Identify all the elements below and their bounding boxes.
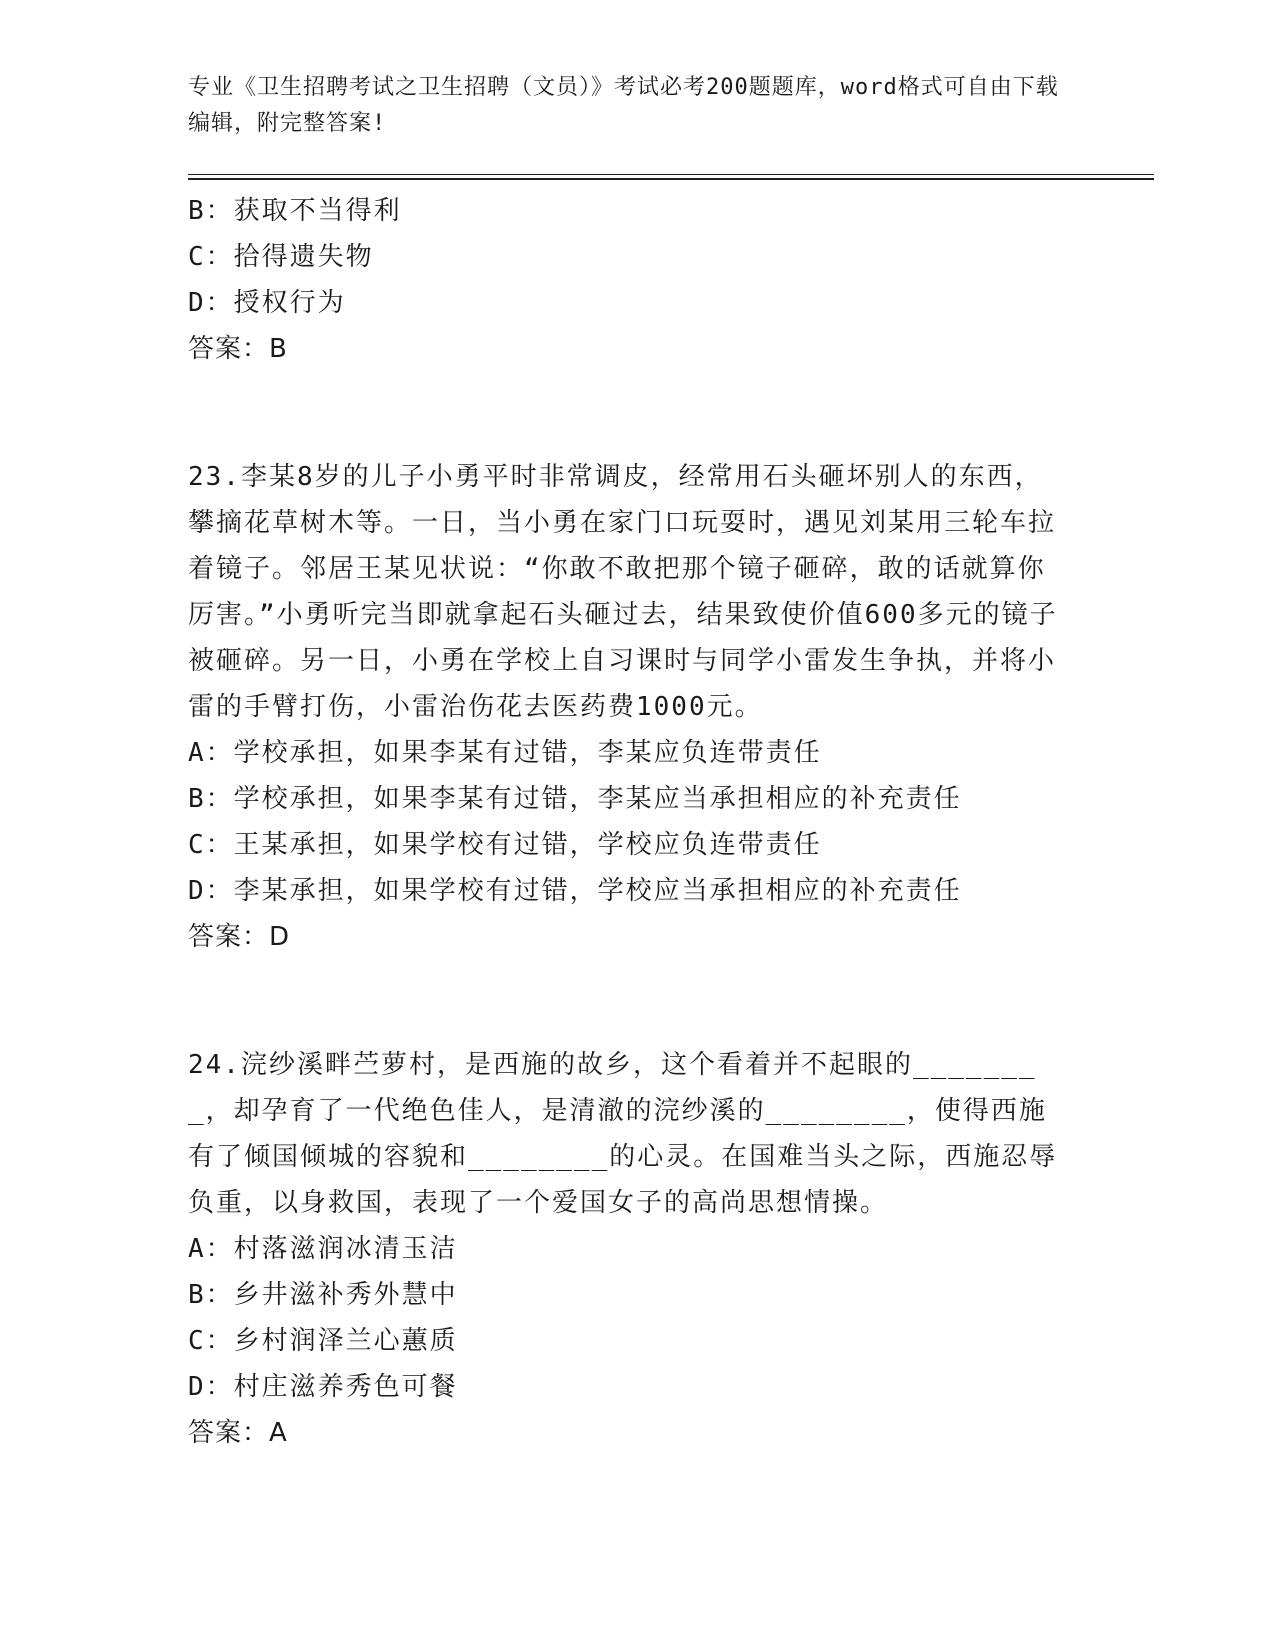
option-d: D：授权行为 <box>188 288 346 318</box>
option-c: C：拾得遗失物 <box>188 242 374 272</box>
option-c: C：乡村润泽兰心蕙质 <box>188 1326 458 1356</box>
question-spacer <box>188 960 1068 1042</box>
answer-line: 答案：D <box>188 922 291 952</box>
option-b: B：乡井滋补秀外慧中 <box>188 1280 458 1310</box>
question-stem: 23.李某8岁的儿子小勇平时非常调皮，经常用石头砸坏别人的东西，攀摘花草树木等。一日，当小勇在家门口玩耍时，遇见刘某用三轮车拉着镜子。邻居王某见状说：“你敢不敢把那个镜子砸碎，敢的话就算你厉害。”小勇听完当即就拿起石头砸过去，结果致使价值600多元的镜子被砸碎。另一日，小勇在学校上自习课时与同学小雷发生争执，并将小雷的手臂打伤，小雷治伤花去医药费1000元。 <box>188 462 1058 722</box>
option-b: B：学校承担，如果李某有过错，李某应当承担相应的补充责任 <box>188 784 962 814</box>
option-b: B：获取不当得利 <box>188 196 402 226</box>
option-a: A：学校承担，如果李某有过错，李某应负连带责任 <box>188 738 822 768</box>
header-divider-thin <box>188 174 1154 175</box>
answer-line: 答案：A <box>188 1418 288 1448</box>
document-title: 专业《卫生招聘考试之卫生招聘（文员）》考试必考200题题库，word格式可自由下载编辑，附完整答案! <box>188 75 1059 136</box>
question-content <box>188 188 1068 1456</box>
option-d: D：李某承担，如果学校有过错，学校应当承担相应的补充责任 <box>188 876 962 906</box>
question-22-tail <box>188 188 1068 372</box>
question-stem: 24.浣纱溪畔苎萝村，是西施的故乡，这个看着并不起眼的________，却孕育了一代绝色佳人，是清澈的浣纱溪的________，使得西施有了倾国倾城的容貌和________的心灵。在国难当头之际，西施忍辱负重，以身救国，表现了一个爱国女子的高尚思想情操。 <box>188 1050 1058 1218</box>
option-c: C：王某承担，如果学校有过错，学校应负连带责任 <box>188 830 822 860</box>
question-spacer <box>188 372 1068 454</box>
option-a: A：村落滋润冰清玉洁 <box>188 1234 458 1264</box>
header-divider-thick <box>188 178 1154 180</box>
answer-line: 答案：B <box>188 334 288 364</box>
question-23 <box>188 454 1068 960</box>
option-d: D：村庄滋养秀色可餐 <box>188 1372 458 1402</box>
document-header <box>188 70 1068 142</box>
question-24 <box>188 1042 1068 1456</box>
